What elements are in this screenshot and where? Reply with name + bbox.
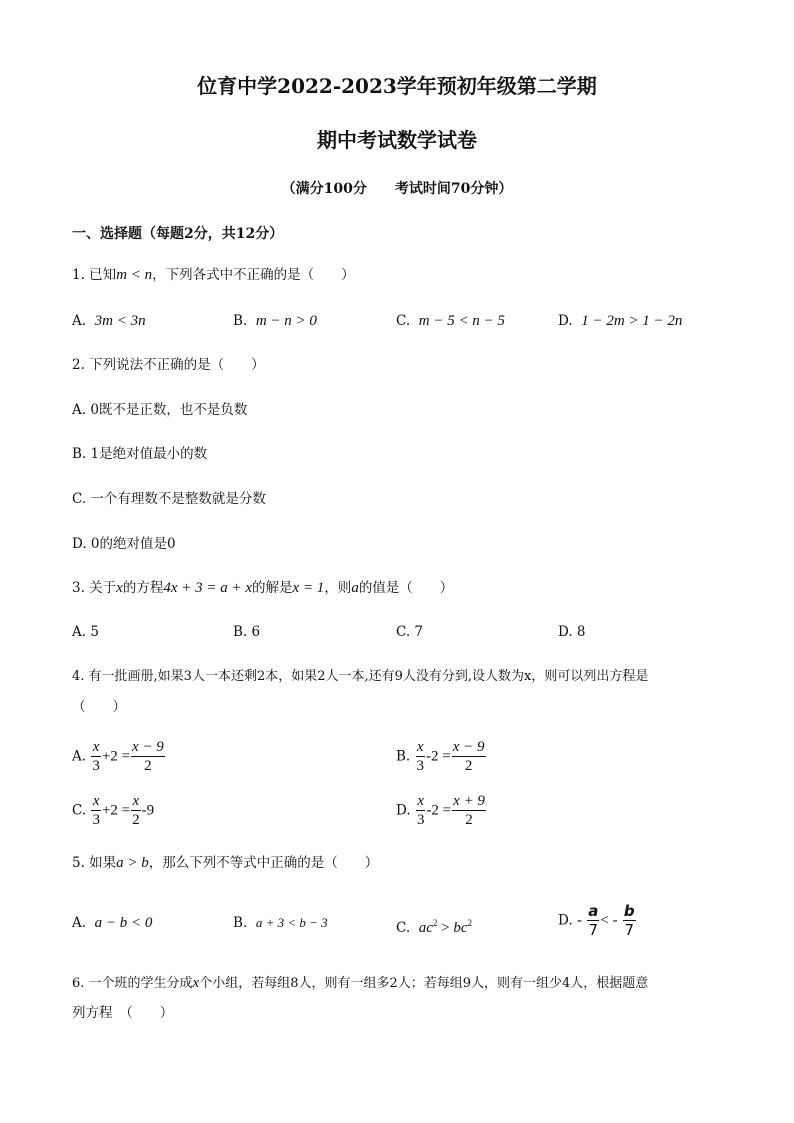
option-label: B. [233, 313, 248, 329]
fraction [416, 792, 426, 829]
q3-variable-a: a [351, 580, 359, 596]
fraction [452, 792, 486, 829]
operator: - [576, 912, 582, 929]
option-label: C. [396, 313, 411, 329]
operator: > [441, 920, 450, 936]
q3-option-b[interactable]: B. 6 [233, 624, 261, 640]
question-3-stem [72, 579, 453, 597]
option-label: C. [72, 802, 87, 819]
q4-option-d[interactable] [396, 792, 487, 829]
q5-option-b[interactable] [233, 914, 328, 932]
question-2-stem: 2. 下列说法不正确的是（ ） [72, 357, 265, 373]
numerator: x + 9 [453, 793, 485, 809]
question-4-stem: 4. 有一批画册,如果3人一本还剩2本，如果2人一本,还有9人没有分到,设人数为x，则可以列出方程是 [72, 669, 649, 684]
q5-prefix: 5. 如果 [72, 855, 117, 871]
operator: -2 = [426, 748, 451, 765]
option-expression: m − 5 < n − 5 [418, 313, 505, 329]
q3-text: 3. 关于 [72, 580, 117, 596]
q1-option-d[interactable] [558, 312, 682, 330]
option-expression: a − b < 0 [94, 915, 153, 931]
q2-option-a[interactable]: A. 0既不是正数，也不是负数 [72, 402, 248, 418]
option-label: B. [396, 748, 411, 765]
q6-text: 6. 一个班的学生分成 [72, 976, 193, 991]
q5-condition: a > b [116, 855, 149, 871]
denominator: 7 [588, 921, 599, 939]
fraction [416, 738, 426, 775]
numerator: x − 9 [452, 739, 485, 755]
q2-option-b[interactable]: B. 1是绝对值最小的数 [72, 446, 208, 462]
question-6-stem-cont: 列方程 （ ） [72, 1005, 174, 1021]
q2-option-c[interactable]: C. 一个有理数不是整数就是分数 [72, 491, 266, 507]
exam-info [0, 178, 794, 198]
option-expression: 3m < 3n [94, 313, 146, 329]
q3-variable: x [116, 580, 123, 596]
option-label: A. [72, 748, 87, 765]
operator: +2 = [101, 802, 131, 819]
numerator: x [417, 793, 425, 809]
operator: -2 = [426, 802, 452, 819]
numerator: x [92, 739, 100, 755]
q6-text: 个小组，若每组8人，则有一组多2人；若每组9人，则有一组少4人，根据题意 [199, 976, 649, 991]
exam-time-info: 考试时间70分钟） [394, 181, 513, 197]
fraction [131, 738, 165, 775]
option-label: D. [558, 912, 573, 929]
fraction [587, 902, 599, 939]
q3-option-c[interactable]: C. 7 [396, 624, 424, 640]
option-label: A. [72, 915, 87, 931]
tail: -9 [141, 802, 155, 819]
exam-score-info: （满分100分 [281, 181, 367, 197]
q1-prefix: 1. 已知 [72, 267, 117, 283]
q1-option-a[interactable] [72, 312, 146, 330]
option-expression: a + 3 < b − 3 [255, 915, 328, 930]
numerator: b [623, 902, 635, 920]
denominator: 2 [144, 758, 152, 774]
q3-text: 的方程 [122, 580, 164, 596]
denominator: 2 [464, 758, 473, 774]
denominator: 2 [132, 812, 140, 828]
option-expression: 1 − 2m > 1 − 2n [581, 313, 683, 329]
question-6-stem [72, 974, 648, 993]
fraction [452, 738, 486, 775]
numerator: x [416, 739, 424, 755]
q4-option-a[interactable] [72, 738, 166, 775]
option-label: A. [72, 313, 87, 329]
q3-text: 的值是（ ） [358, 580, 454, 596]
denominator: 2 [465, 812, 473, 828]
question-5-stem [72, 854, 378, 872]
q1-option-b[interactable] [233, 312, 317, 330]
q4-option-c[interactable] [72, 792, 154, 829]
numerator: x [92, 793, 100, 809]
denominator: 3 [416, 758, 425, 774]
q6-variable: x [192, 975, 200, 991]
option-label: B. [233, 915, 248, 931]
denominator: 7 [624, 921, 635, 939]
q1-suffix: ，下列各式中不正确的是（ ） [152, 267, 355, 283]
option-label: D. [558, 313, 573, 329]
q5-option-c[interactable] [396, 914, 472, 937]
q1-option-c[interactable] [396, 312, 505, 330]
q5-suffix: ，那么下列不等式中正确的是（ ） [148, 855, 379, 871]
option-label: C. [396, 920, 411, 936]
q4-option-b[interactable] [396, 738, 487, 775]
numerator: a [588, 902, 599, 920]
q3-option-a[interactable]: A. 5 [72, 624, 99, 640]
fraction [131, 792, 141, 829]
numerator: x − 9 [132, 739, 164, 755]
denominator: 3 [92, 812, 100, 828]
q3-solution: x = 1 [292, 580, 325, 596]
numerator: x [132, 793, 140, 809]
fraction [623, 902, 636, 939]
operator: < - [600, 912, 618, 929]
denominator: 3 [92, 758, 100, 774]
q3-text: 的解是 [252, 580, 293, 596]
page-title: 位育中学2022-2023学年预初年级第二学期 [197, 74, 597, 98]
option-expression [419, 920, 472, 936]
q5-option-a[interactable] [72, 914, 152, 932]
q3-option-d[interactable]: D. 8 [558, 624, 586, 640]
base: bc [453, 920, 468, 936]
page-subtitle: 期中考试数学试卷 [317, 128, 477, 152]
q3-text: ，则 [324, 580, 352, 596]
exponent: 2 [432, 918, 438, 928]
q1-condition: m < n [116, 267, 153, 283]
fraction [91, 738, 101, 775]
fraction [91, 792, 101, 829]
question-4-stem-cont: （ ） [72, 699, 126, 715]
denominator: 3 [416, 812, 425, 828]
option-label: D. [396, 802, 411, 819]
base: ac [418, 920, 433, 936]
operator: +2 = [101, 748, 131, 765]
q3-equation: 4x + 3 = a + x [163, 580, 253, 596]
q5-option-d[interactable] [558, 902, 637, 939]
exponent: 2 [467, 918, 473, 928]
section-heading: 一、选择题（每题2分，共12分） [72, 226, 284, 242]
option-expression: m − n > 0 [255, 313, 317, 329]
q2-option-d[interactable]: D. 0的绝对值是0 [72, 536, 176, 552]
question-1-stem [72, 266, 355, 284]
